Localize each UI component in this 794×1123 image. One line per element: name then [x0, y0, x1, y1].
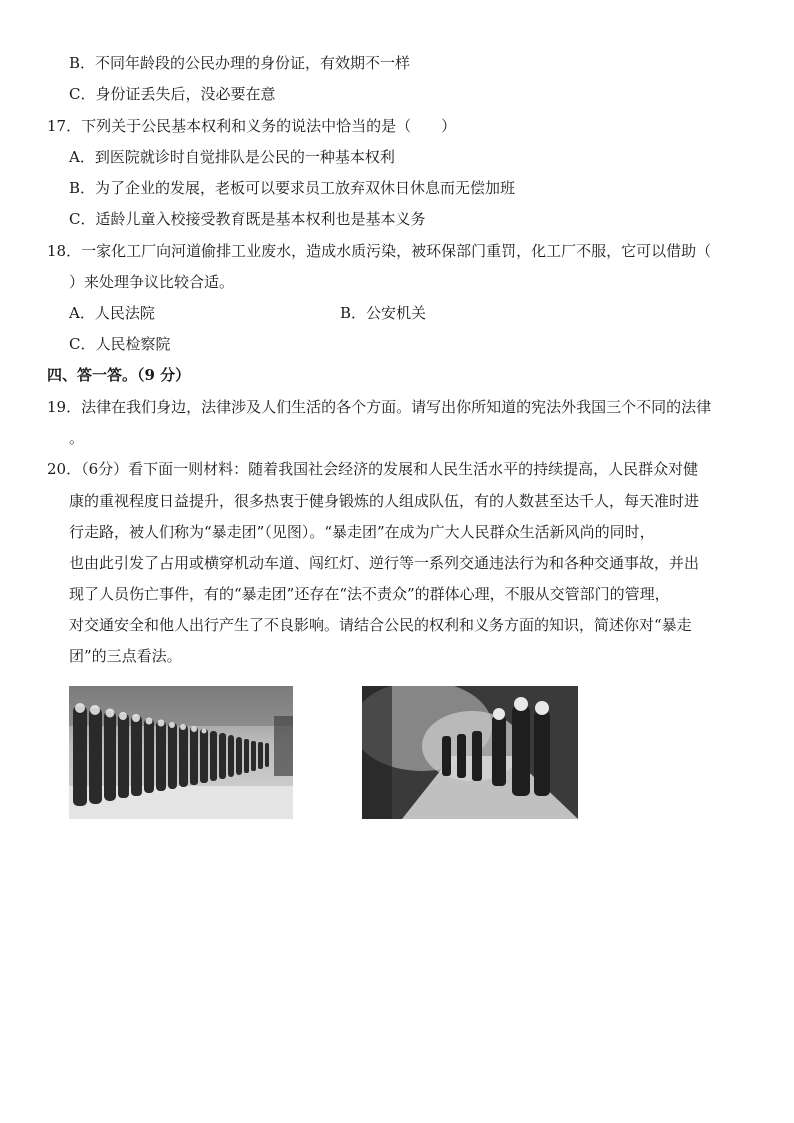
q17-option-a: A．到医院就诊时自觉排队是公民的一种基本权利 [69, 148, 395, 166]
q18-option-c: C．人民检察院 [69, 335, 171, 353]
q18-stem-line2: ）来处理争议比较合适。 [69, 273, 235, 291]
q19-line1: 19．法律在我们身边，法律涉及人们生活的各个方面。请写出你所知道的宪法外我国三个不同的法律 [47, 398, 712, 416]
q20-line1: 20．（6分）看下面一则材料：随着我国社会经济的发展和人民生活水平的持续提高，人民群众对健 [47, 460, 699, 478]
q20-line7: 团”的三点看法。 [69, 647, 182, 665]
q18-option-a: A．人民法院 [69, 304, 155, 322]
q19-line2: 。 [69, 429, 85, 447]
walking-group-photo-1 [69, 686, 293, 819]
q18-option-b: B．公安机关 [340, 304, 427, 322]
q20-line2: 康的重视程度日益提升，很多热衷于健身锻炼的人组成队伍，有的人数甚至达千人，每天准时进 [69, 492, 700, 510]
q16-option-c: C．身份证丢失后，没必要在意 [69, 85, 276, 103]
q20-line4: 也由此引发了占用或横穿机动车道、闯红灯、逆行等一系列交通违法行为和各种交通事故，并出 [69, 554, 700, 572]
q20-line3: 行走路，被人们称为“暴走团”（见图）。“暴走团”在成为广大人民群众生活新风尚的同时， [69, 523, 655, 541]
section-heading: 四、答一答。（9 分） [47, 366, 191, 384]
q17-option-c: C．适龄儿童入校接受教育既是基本权利也是基本义务 [69, 210, 426, 228]
walking-group-photo-2 [362, 686, 578, 819]
q20-line5: 现了人员伤亡事件，有的“暴走团”还存在“法不责众”的群体心理，不服从交管部门的管理， [69, 585, 670, 603]
q17-option-b: B．为了企业的发展，老板可以要求员工放弃双休日休息而无偿加班 [69, 179, 516, 197]
q17-stem: 17．下列关于公民基本权利和义务的说法中恰当的是（ ） [47, 117, 457, 135]
q16-option-b: B．不同年龄段的公民办理的身份证，有效期不一样 [69, 54, 411, 72]
q20-line6: 对交通安全和他人出行产生了不良影响。请结合公民的权利和义务方面的知识，简述你对“暴走 [69, 616, 692, 634]
q18-stem-line1: 18．一家化工厂向河道偷排工业废水，造成水质污染，被环保部门重罚，化工厂不服，它可以借助（ [47, 242, 712, 260]
